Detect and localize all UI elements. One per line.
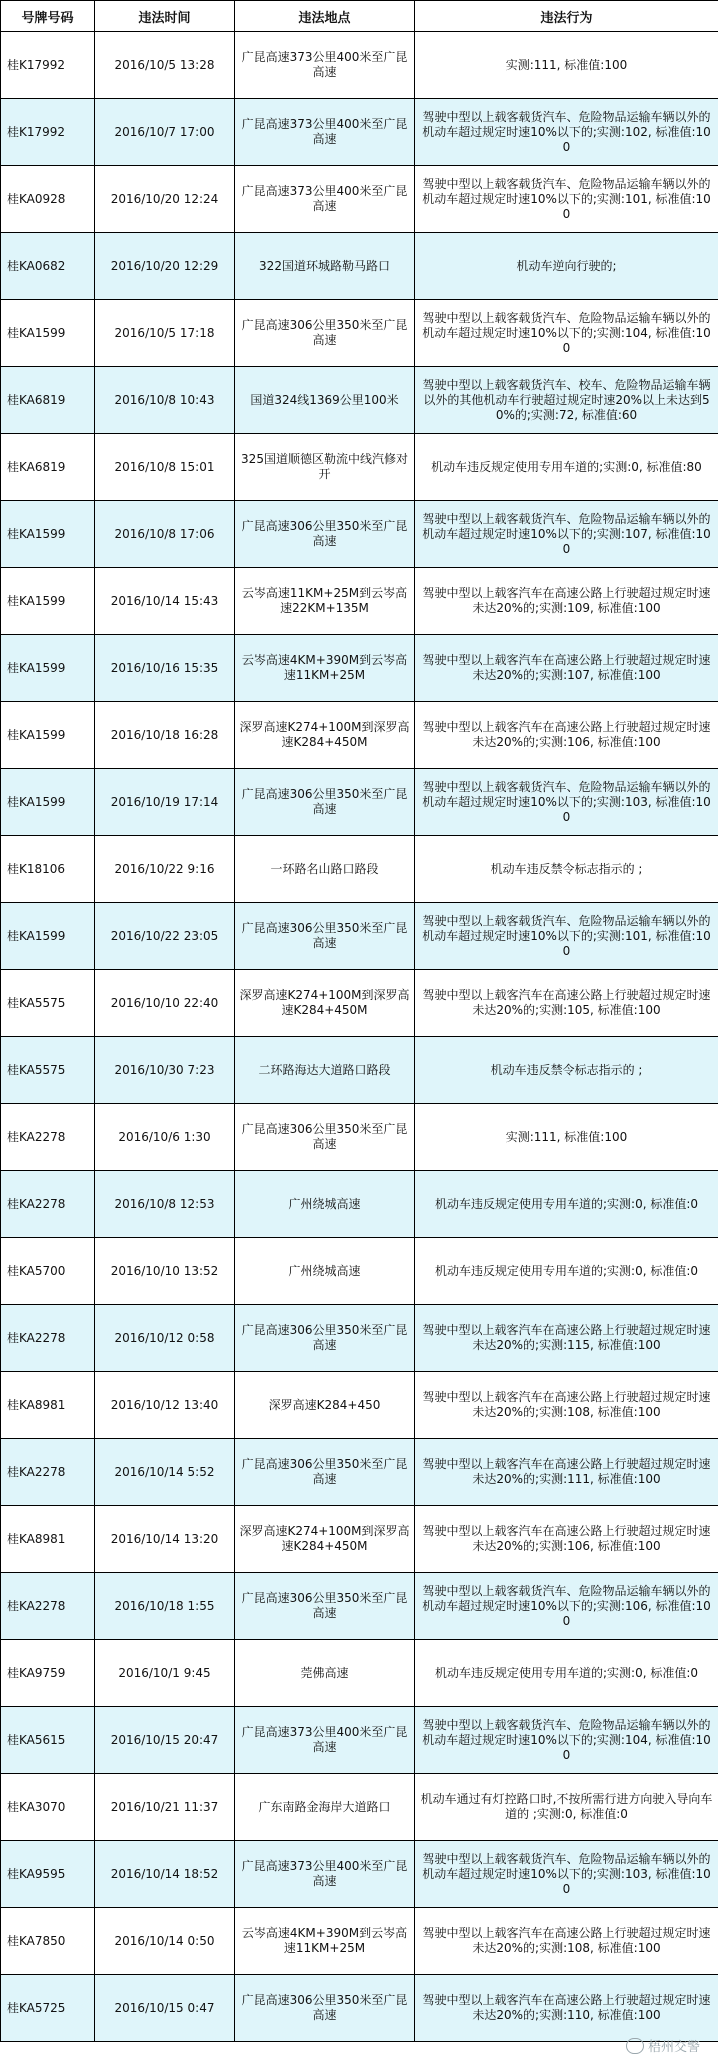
cell-violation-behavior: 驾驶中型以上载客载货汽车、危险物品运输车辆以外的机动车超过规定时速10%以下的;实测:101, 标准值:100	[415, 166, 718, 233]
table-row	[1, 702, 718, 769]
table-row	[1, 970, 718, 1037]
cell-plate-number: 桂KA0928	[1, 166, 95, 233]
cell-violation-location: 广昆高速306公里350米至广昆高速	[235, 1573, 415, 1640]
table-row	[1, 1774, 718, 1841]
cell-plate-number: 桂KA1599	[1, 702, 95, 769]
table-row	[1, 1975, 718, 2042]
table-header	[1, 1, 718, 32]
cell-violation-time: 2016/10/12 0:58	[95, 1305, 235, 1372]
cell-plate-number: 桂KA2278	[1, 1439, 95, 1506]
cell-violation-behavior: 驾驶中型以上载客载货汽车、危险物品运输车辆以外的机动车超过规定时速10%以下的;实测:103, 标准值:100	[415, 769, 718, 836]
cell-plate-number: 桂KA7850	[1, 1908, 95, 1975]
cell-violation-behavior: 机动车违反规定使用专用车道的;实测:0, 标准值:0	[415, 1171, 718, 1238]
table-row	[1, 300, 718, 367]
cell-violation-location: 云岑高速4KM+390M到云岑高速11KM+25M	[235, 1908, 415, 1975]
cell-violation-behavior: 驾驶中型以上载客载货汽车、危险物品运输车辆以外的机动车超过规定时速10%以下的;实测:103, 标准值:100	[415, 1841, 718, 1908]
cell-violation-behavior: 机动车通过有灯控路口时,不按所需行进方向驶入导向车道的 ;实测:0, 标准值:0	[415, 1774, 718, 1841]
cell-violation-time: 2016/10/15 20:47	[95, 1707, 235, 1774]
cell-violation-location: 广昆高速306公里350米至广昆高速	[235, 769, 415, 836]
cell-violation-behavior: 机动车违反禁令标志指示的 ;	[415, 836, 718, 903]
cell-violation-time: 2016/10/14 0:50	[95, 1908, 235, 1975]
table-row	[1, 1238, 718, 1305]
cell-violation-time: 2016/10/16 15:35	[95, 635, 235, 702]
table-row	[1, 501, 718, 568]
cell-violation-location: 国道324线1369公里100米	[235, 367, 415, 434]
cell-violation-time: 2016/10/20 12:24	[95, 166, 235, 233]
cell-plate-number: 桂KA1599	[1, 568, 95, 635]
header-violation-location: 违法地点	[235, 1, 415, 32]
cell-violation-time: 2016/10/21 11:37	[95, 1774, 235, 1841]
cell-plate-number: 桂KA2278	[1, 1305, 95, 1372]
cell-violation-behavior: 驾驶中型以上载客载货汽车、危险物品运输车辆以外的机动车超过规定时速10%以下的;实测:107, 标准值:100	[415, 501, 718, 568]
header-plate-number: 号牌号码	[1, 1, 95, 32]
cell-violation-time: 2016/10/1 9:45	[95, 1640, 235, 1707]
cell-plate-number: 桂KA1599	[1, 300, 95, 367]
cell-plate-number: 桂K17992	[1, 32, 95, 99]
cell-violation-time: 2016/10/12 13:40	[95, 1372, 235, 1439]
cell-violation-location: 广昆高速306公里350米至广昆高速	[235, 1104, 415, 1171]
cell-violation-behavior: 实测:111, 标准值:100	[415, 32, 718, 99]
table-row	[1, 568, 718, 635]
cell-violation-location: 广昆高速306公里350米至广昆高速	[235, 501, 415, 568]
cell-violation-location: 广昆高速373公里400米至广昆高速	[235, 32, 415, 99]
cell-plate-number: 桂KA5725	[1, 1975, 95, 2042]
table-row	[1, 166, 718, 233]
cell-violation-time: 2016/10/20 12:29	[95, 233, 235, 300]
header-violation-behavior: 违法行为	[415, 1, 718, 32]
table-row	[1, 1104, 718, 1171]
table-row	[1, 434, 718, 501]
cell-violation-behavior: 驾驶中型以上载客汽车在高速公路上行驶超过规定时速未达20%的;实测:105, 标准值:100	[415, 970, 718, 1037]
table-row	[1, 1573, 718, 1640]
cell-plate-number: 桂KA5575	[1, 1037, 95, 1104]
cell-plate-number: 桂KA0682	[1, 233, 95, 300]
cell-violation-location: 322国道环城路勒马路口	[235, 233, 415, 300]
cell-violation-behavior: 机动车违反规定使用专用车道的;实测:0, 标准值:0	[415, 1238, 718, 1305]
cell-violation-behavior: 机动车违反规定使用专用车道的;实测:0, 标准值:0	[415, 1640, 718, 1707]
cell-plate-number: 桂KA5615	[1, 1707, 95, 1774]
table-row	[1, 32, 718, 99]
cell-violation-time: 2016/10/7 17:00	[95, 99, 235, 166]
header-violation-time: 违法时间	[95, 1, 235, 32]
cell-violation-behavior: 机动车违反禁令标志指示的 ;	[415, 1037, 718, 1104]
table-row	[1, 233, 718, 300]
cell-violation-location: 广昆高速306公里350米至广昆高速	[235, 1975, 415, 2042]
cell-violation-behavior: 驾驶中型以上载客载货汽车、危险物品运输车辆以外的机动车超过规定时速10%以下的;实测:104, 标准值:100	[415, 1707, 718, 1774]
cell-plate-number: 桂KA1599	[1, 635, 95, 702]
table-row	[1, 1305, 718, 1372]
cell-violation-time: 2016/10/18 16:28	[95, 702, 235, 769]
cell-violation-time: 2016/10/8 15:01	[95, 434, 235, 501]
cell-plate-number: 桂KA2278	[1, 1171, 95, 1238]
cell-violation-time: 2016/10/6 1:30	[95, 1104, 235, 1171]
cell-violation-location: 广州绕城高速	[235, 1238, 415, 1305]
table-row	[1, 1439, 718, 1506]
cell-violation-behavior: 驾驶中型以上载客汽车在高速公路上行驶超过规定时速未达20%的;实测:107, 标准值:100	[415, 635, 718, 702]
table-row	[1, 1372, 718, 1439]
cell-plate-number: 桂K17992	[1, 99, 95, 166]
cell-violation-time: 2016/10/18 1:55	[95, 1573, 235, 1640]
cell-violation-time: 2016/10/14 15:43	[95, 568, 235, 635]
cell-plate-number: 桂KA1599	[1, 903, 95, 970]
cell-violation-behavior: 机动车逆向行驶的;	[415, 233, 718, 300]
table-row	[1, 1841, 718, 1908]
table-row	[1, 635, 718, 702]
table-row	[1, 836, 718, 903]
cell-violation-time: 2016/10/10 13:52	[95, 1238, 235, 1305]
table-row	[1, 769, 718, 836]
cell-violation-behavior: 驾驶中型以上载客载货汽车、校车、危险物品运输车辆以外的其他机动车行驶超过规定时速20%以上未达到50%的;实测:72, 标准值:60	[415, 367, 718, 434]
cell-violation-location: 325国道顺德区勒流中线汽修对开	[235, 434, 415, 501]
cell-violation-behavior: 驾驶中型以上载客载货汽车、危险物品运输车辆以外的机动车超过规定时速10%以下的;实测:106, 标准值:100	[415, 1573, 718, 1640]
cell-violation-behavior: 驾驶中型以上载客汽车在高速公路上行驶超过规定时速未达20%的;实测:110, 标准值:100	[415, 1975, 718, 2042]
cell-plate-number: 桂KA8981	[1, 1506, 95, 1573]
cell-violation-location: 广昆高速306公里350米至广昆高速	[235, 903, 415, 970]
cell-plate-number: 桂KA6819	[1, 434, 95, 501]
cell-violation-behavior: 驾驶中型以上载客载货汽车、危险物品运输车辆以外的机动车超过规定时速10%以下的;实测:104, 标准值:100	[415, 300, 718, 367]
cell-violation-behavior: 驾驶中型以上载客汽车在高速公路上行驶超过规定时速未达20%的;实测:106, 标准值:100	[415, 702, 718, 769]
cell-plate-number: 桂KA6819	[1, 367, 95, 434]
cell-violation-location: 广昆高速306公里350米至广昆高速	[235, 1305, 415, 1372]
cell-violation-location: 深罗高速K274+100M到深罗高速K284+450M	[235, 1506, 415, 1573]
table-row	[1, 903, 718, 970]
cell-plate-number: 桂KA9595	[1, 1841, 95, 1908]
cell-violation-behavior: 机动车违反规定使用专用车道的;实测:0, 标准值:80	[415, 434, 718, 501]
cell-violation-behavior: 驾驶中型以上载客汽车在高速公路上行驶超过规定时速未达20%的;实测:111, 标准值:100	[415, 1439, 718, 1506]
cell-violation-behavior: 实测:111, 标准值:100	[415, 1104, 718, 1171]
cell-violation-location: 深罗高速K274+100M到深罗高速K284+450M	[235, 970, 415, 1037]
cell-plate-number: 桂KA2278	[1, 1573, 95, 1640]
header-row	[1, 1, 718, 32]
cell-plate-number: 桂K18106	[1, 836, 95, 903]
table-row	[1, 1506, 718, 1573]
cell-violation-behavior: 驾驶中型以上载客载货汽车、危险物品运输车辆以外的机动车超过规定时速10%以下的;实测:102, 标准值:100	[415, 99, 718, 166]
cell-plate-number: 桂KA5700	[1, 1238, 95, 1305]
cell-violation-location: 广昆高速373公里400米至广昆高速	[235, 166, 415, 233]
cell-plate-number: 桂KA1599	[1, 501, 95, 568]
cell-violation-time: 2016/10/22 23:05	[95, 903, 235, 970]
cell-violation-time: 2016/10/14 18:52	[95, 1841, 235, 1908]
table-row	[1, 99, 718, 166]
cell-violation-behavior: 驾驶中型以上载客载货汽车、危险物品运输车辆以外的机动车超过规定时速10%以下的;实测:101, 标准值:100	[415, 903, 718, 970]
cell-violation-location: 广州绕城高速	[235, 1171, 415, 1238]
cell-violation-time: 2016/10/5 17:18	[95, 300, 235, 367]
cell-violation-time: 2016/10/14 13:20	[95, 1506, 235, 1573]
cell-plate-number: 桂KA2278	[1, 1104, 95, 1171]
cell-violation-location: 深罗高速K284+450	[235, 1372, 415, 1439]
cell-violation-time: 2016/10/8 10:43	[95, 367, 235, 434]
cell-violation-location: 一环路名山路口路段	[235, 836, 415, 903]
cell-violation-location: 广昆高速306公里350米至广昆高速	[235, 1439, 415, 1506]
cell-violation-location: 广昆高速373公里400米至广昆高速	[235, 1841, 415, 1908]
table-row	[1, 1707, 718, 1774]
cell-violation-location: 莞佛高速	[235, 1640, 415, 1707]
cell-violation-location: 广昆高速373公里400米至广昆高速	[235, 99, 415, 166]
cell-violation-location: 广昆高速306公里350米至广昆高速	[235, 300, 415, 367]
cell-violation-behavior: 驾驶中型以上载客汽车在高速公路上行驶超过规定时速未达20%的;实测:115, 标准值:100	[415, 1305, 718, 1372]
cell-violation-location: 二环路海达大道路口路段	[235, 1037, 415, 1104]
cell-violation-time: 2016/10/10 22:40	[95, 970, 235, 1037]
table-body	[1, 32, 718, 2042]
cell-plate-number: 桂KA9759	[1, 1640, 95, 1707]
cell-violation-time: 2016/10/8 17:06	[95, 501, 235, 568]
cell-plate-number: 桂KA1599	[1, 769, 95, 836]
table-row	[1, 1171, 718, 1238]
cell-plate-number: 桂KA3070	[1, 1774, 95, 1841]
cell-violation-location: 广昆高速373公里400米至广昆高速	[235, 1707, 415, 1774]
cell-violation-location: 深罗高速K274+100M到深罗高速K284+450M	[235, 702, 415, 769]
table-row	[1, 367, 718, 434]
watermark-text: 梧州交警	[647, 2040, 700, 2055]
cell-violation-time: 2016/10/19 17:14	[95, 769, 235, 836]
cell-violation-time: 2016/10/15 0:47	[95, 1975, 235, 2042]
cell-violation-behavior: 驾驶中型以上载客汽车在高速公路上行驶超过规定时速未达20%的;实测:108, 标准值:100	[415, 1908, 718, 1975]
table-row	[1, 1037, 718, 1104]
table-row	[1, 1640, 718, 1707]
cell-violation-time: 2016/10/5 13:28	[95, 32, 235, 99]
cell-violation-behavior: 驾驶中型以上载客汽车在高速公路上行驶超过规定时速未达20%的;实测:109, 标准值:100	[415, 568, 718, 635]
cell-violation-time: 2016/10/22 9:16	[95, 836, 235, 903]
cell-violation-behavior: 驾驶中型以上载客汽车在高速公路上行驶超过规定时速未达20%的;实测:108, 标准值:100	[415, 1372, 718, 1439]
cell-violation-location: 广东南路金海岸大道路口	[235, 1774, 415, 1841]
cell-violation-behavior: 驾驶中型以上载客汽车在高速公路上行驶超过规定时速未达20%的;实测:106, 标准值:100	[415, 1506, 718, 1573]
cell-plate-number: 桂KA5575	[1, 970, 95, 1037]
table-row	[1, 1908, 718, 1975]
cell-plate-number: 桂KA8981	[1, 1372, 95, 1439]
cell-violation-location: 云岑高速11KM+25M到云岑高速22KM+135M	[235, 568, 415, 635]
cell-violation-location: 云岑高速4KM+390M到云岑高速11KM+25M	[235, 635, 415, 702]
cell-violation-time: 2016/10/14 5:52	[95, 1439, 235, 1506]
cell-violation-time: 2016/10/30 7:23	[95, 1037, 235, 1104]
cell-violation-time: 2016/10/8 12:53	[95, 1171, 235, 1238]
